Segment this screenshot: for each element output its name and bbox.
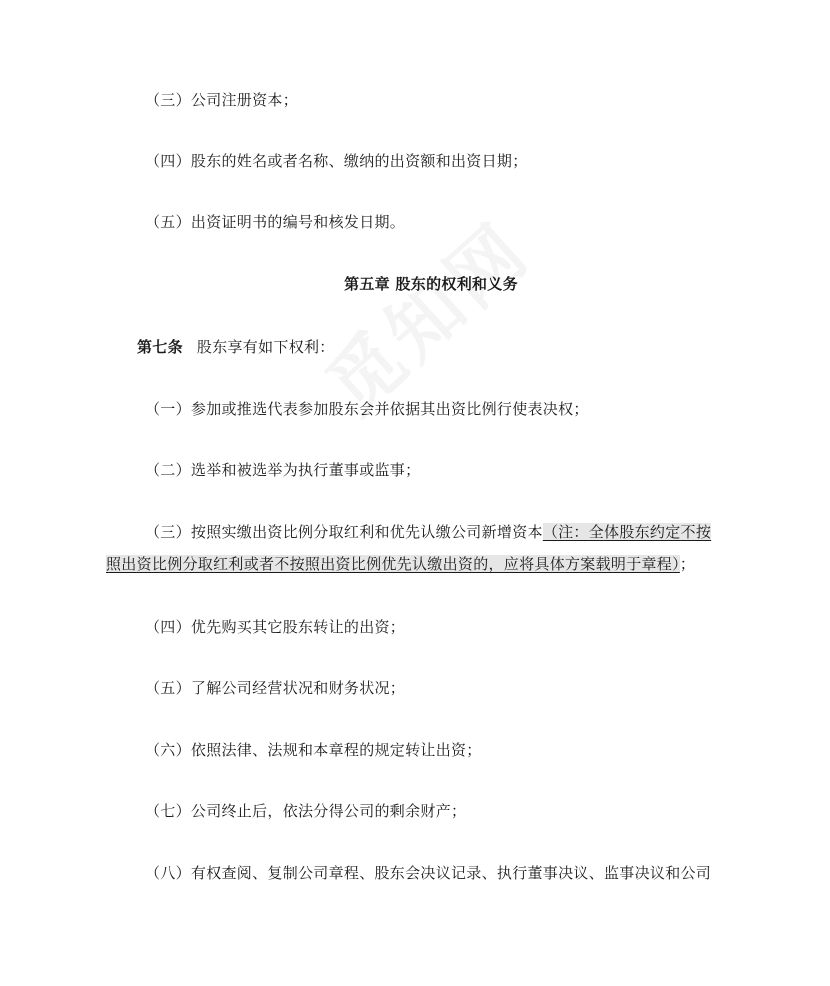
- article-label: 第七条: [137, 338, 183, 356]
- rights-item-7: （七）公司终止后，依法分得公司的剩余财产；: [145, 802, 467, 820]
- article-text: 股东享有如下权利：: [196, 338, 335, 356]
- rights-item-3-note: （注：全体股东约定不按: [542, 523, 712, 541]
- list-item-shareholder-names: （四）股东的姓名或者名称、缴纳的出资额和出资日期；: [145, 152, 528, 170]
- rights-item-3-text: （三）按照实缴出资比例分取红利和优先认缴公司新增资本: [145, 523, 543, 541]
- rights-item-6: （六）依照法律、法规和本章程的规定转让出资；: [145, 741, 482, 759]
- rights-item-3-continued: [106, 553, 695, 575]
- rights-item-3-end: ；: [679, 555, 696, 573]
- rights-item-3-note-continued: 照出资比例分取红利或者不按照出资比例优先认缴出资的，应将具体方案载明于章程）: [106, 555, 680, 573]
- rights-item-1: （一）参加或推选代表参加股东会并依据其出资比例行使表决权；: [145, 400, 589, 418]
- list-item-registered-capital: （三）公司注册资本；: [145, 91, 299, 109]
- chapter-title: 第五章 股东的权利和义务: [344, 275, 518, 293]
- rights-item-2: （二）选举和被选举为执行董事或监事；: [145, 461, 421, 479]
- article-seven: [137, 336, 335, 358]
- rights-item-3: [145, 521, 711, 543]
- list-item-certificate-number: （五）出资证明书的编号和核发日期。: [145, 213, 406, 231]
- rights-item-4: （四）优先购买其它股东转让的出资；: [145, 618, 406, 636]
- rights-item-8: （八）有权查阅、复制公司章程、股东会决议记录、执行董事决议、监事决议和公司: [145, 864, 712, 882]
- rights-item-5: （五）了解公司经营状况和财务状况；: [145, 679, 406, 697]
